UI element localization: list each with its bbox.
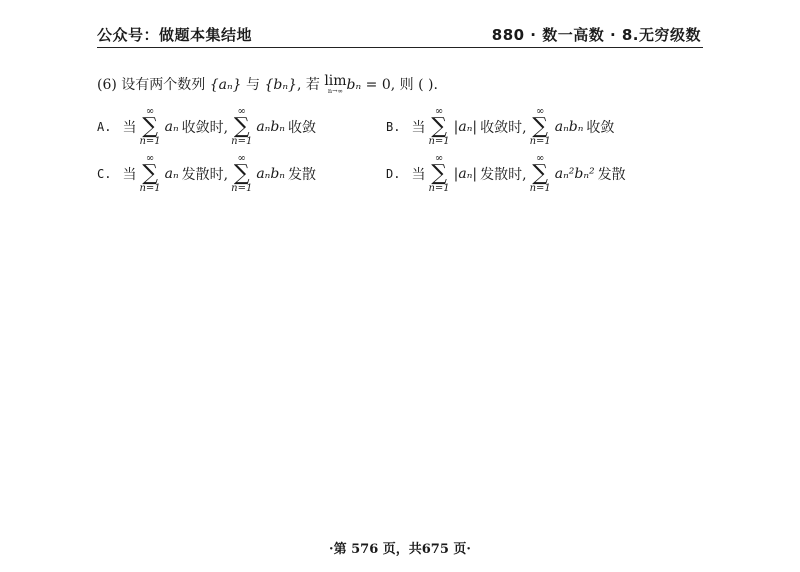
option-condition: 收敛时, (181, 120, 229, 136)
sigma: ∑ (142, 161, 158, 186)
option-when: 当 (122, 167, 137, 183)
summation-symbol (428, 107, 449, 147)
sigma: ∑ (532, 114, 549, 139)
page-footer: ·第 576 页，共675 页· (329, 542, 471, 557)
option-c[interactable] (97, 154, 317, 194)
option-result: 收敛 (586, 120, 615, 136)
option-condition: 发散时, (480, 167, 527, 183)
sigma: ∑ (142, 114, 158, 139)
option-result: 收敛 (287, 120, 316, 136)
sequence-a: {aₙ} (209, 77, 242, 93)
limit-expression: bₙ (346, 77, 362, 93)
option-term-1: |aₙ| (453, 119, 478, 135)
sum-lower: n=1 (428, 136, 450, 147)
header-source: 公众号：做题本集结地 (97, 26, 253, 44)
option-term-2: aₙ²bₙ² (554, 166, 595, 182)
sum-upper: ∞ (145, 153, 155, 164)
question-number: (6) (97, 77, 117, 93)
sigma: ∑ (233, 114, 250, 139)
option-when: 当 (122, 120, 137, 136)
option-a[interactable] (97, 107, 317, 147)
sum-upper: ∞ (434, 106, 444, 117)
sum-lower: n=1 (231, 183, 253, 194)
sigma: ∑ (431, 161, 447, 186)
option-term-1: aₙ (164, 166, 179, 182)
summation-symbol (139, 154, 160, 194)
stem-and: 与 (246, 77, 261, 93)
question-stem (97, 74, 438, 95)
option-condition: 发散时, (181, 167, 229, 183)
limit-subscript: n→∞ (327, 87, 343, 95)
option-d[interactable] (386, 154, 627, 194)
stem-if: , 若 (296, 77, 320, 93)
sum-lower: n=1 (529, 136, 551, 147)
header-divider (97, 47, 703, 48)
option-letter: B. (386, 120, 401, 134)
option-term-2: aₙbₙ (256, 166, 285, 182)
option-letter: C. (97, 167, 112, 181)
option-result: 发散 (287, 167, 316, 183)
summation-symbol (428, 154, 449, 194)
option-term-2: aₙbₙ (554, 119, 584, 135)
option-result: 发散 (597, 167, 626, 183)
option-letter: A. (97, 120, 112, 134)
option-b[interactable] (386, 107, 615, 147)
stem-conclusion: = 0, 则 ( ). (361, 77, 438, 93)
summation-symbol (530, 154, 551, 194)
sum-upper: ∞ (535, 106, 545, 117)
sum-upper: ∞ (237, 153, 246, 164)
header-chapter: 880 · 数一高数 · 8.无穷级数 (491, 26, 701, 44)
option-when: 当 (411, 167, 426, 183)
sum-upper: ∞ (237, 106, 246, 117)
option-when: 当 (411, 120, 426, 136)
stem-text: 设有两个数列 (121, 77, 206, 93)
option-condition: 收敛时, (480, 120, 527, 136)
option-term-1: aₙ (164, 119, 179, 135)
sum-lower: n=1 (529, 183, 551, 194)
sum-lower: n=1 (139, 136, 161, 147)
sigma: ∑ (532, 161, 549, 186)
option-letter: D. (386, 167, 401, 181)
option-term-1: |aₙ| (453, 166, 478, 182)
limit-word: lim (324, 73, 347, 89)
sum-upper: ∞ (145, 106, 155, 117)
sum-lower: n=1 (139, 183, 161, 194)
option-term-2: aₙbₙ (256, 119, 285, 135)
sequence-b: {bₙ} (264, 77, 297, 93)
sum-lower: n=1 (231, 136, 253, 147)
sigma: ∑ (431, 114, 447, 139)
sum-upper: ∞ (535, 153, 545, 164)
limit-operator (324, 74, 346, 95)
summation-symbol (139, 107, 160, 147)
summation-symbol (231, 154, 252, 194)
sum-upper: ∞ (434, 153, 444, 164)
summation-symbol (231, 107, 252, 147)
summation-symbol (530, 107, 551, 147)
sum-lower: n=1 (428, 183, 450, 194)
sigma: ∑ (233, 161, 250, 186)
